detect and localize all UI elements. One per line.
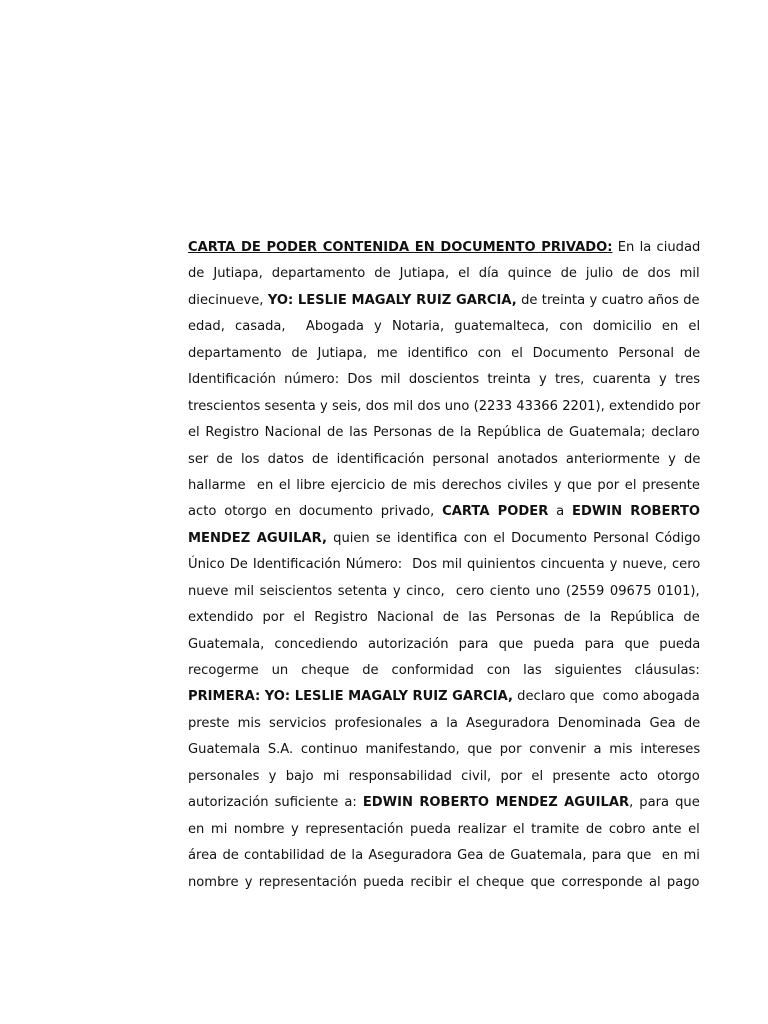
- document-title: CARTA DE PODER CONTENIDA EN DOCUMENTO PRIVADO:: [188, 240, 613, 255]
- document-line: [188, 711, 700, 737]
- body-text: edad, casada, Abogada y Notaria, guatemalteca, con domicilio en el: [188, 319, 701, 335]
- document-line: [188, 632, 700, 658]
- document-line: [188, 394, 700, 420]
- body-text: en mi nombre y representación pueda realizar el tramite de cobro ante el: [188, 821, 700, 837]
- document-line: [188, 684, 700, 710]
- document-line: [188, 605, 700, 631]
- document-line: [188, 817, 700, 843]
- document-line: [188, 843, 700, 869]
- document-line: [188, 499, 700, 525]
- document-line: [188, 579, 700, 605]
- document-line: [188, 526, 700, 552]
- body-text: Guatemala, concediendo autorización para que pueda para que pueda: [188, 636, 701, 652]
- body-text: el Registro Nacional de las Personas de la República de Guatemala; declaro: [188, 425, 700, 441]
- document-line: [188, 552, 700, 578]
- document-line: [188, 314, 700, 340]
- bold-text: EDWIN ROBERTO: [572, 504, 701, 520]
- body-text: de Jutiapa, departamento de Jutiapa, el día quince de julio de dos mil: [188, 266, 700, 282]
- bold-text: MENDEZ AGUILAR,: [188, 530, 327, 546]
- bold-text: PRIMERA: YO: LESLIE MAGALY RUIZ GARCIA,: [188, 689, 513, 705]
- bold-text: YO: LESLIE MAGALY RUIZ GARCIA,: [267, 292, 517, 308]
- body-text: Guatemala S.A. continuo manifestando, que por convenir a mis intereses: [188, 742, 701, 758]
- body-text: hallarme en el libre ejercicio de mis derechos civiles y que por el presente: [188, 477, 700, 493]
- body-text: área de contabilidad de la Aseguradora Gea de Guatemala, para que en mi: [188, 848, 700, 864]
- body-text: En la ciudad: [612, 240, 701, 255]
- document-body: [188, 235, 700, 896]
- body-text: acto otorgo en documento privado,: [188, 504, 443, 520]
- body-text: quien se identifica con el Documento Personal Código: [326, 530, 701, 546]
- body-text: preste mis servicios profesionales a la Aseguradora Denominada Gea de: [188, 715, 701, 731]
- body-text: personales y bajo mi responsabilidad civil, por el presente acto otorgo: [188, 768, 700, 784]
- document-line: [188, 790, 700, 816]
- document-line: [188, 473, 700, 499]
- document-line: [188, 420, 700, 446]
- document-line: [188, 235, 700, 261]
- body-text: nueve mil seiscientos setenta y cinco, cero ciento uno (2559 09675 0101),: [188, 583, 700, 599]
- body-text: , para que: [629, 795, 700, 811]
- document-line: [188, 764, 700, 790]
- bold-text: EDWIN ROBERTO MENDEZ AGUILAR: [362, 795, 630, 811]
- document-line: [188, 288, 700, 314]
- body-text: nombre y representación pueda recibir el cheque que corresponde al pago: [188, 874, 700, 890]
- bold-text: CARTA PODER: [442, 504, 549, 520]
- document-line: [188, 261, 700, 287]
- document-line: [188, 341, 700, 367]
- body-text: declaro que como abogada: [512, 689, 700, 705]
- body-text: autorización suficiente a:: [188, 795, 363, 811]
- body-text: Identificación número: Dos mil doscientos treinta y tres, cuarenta y tres: [188, 372, 701, 388]
- body-text: trescientos sesenta y seis, dos mil dos uno (2233 43366 2201), extendido por: [188, 398, 701, 414]
- document-line: [188, 367, 700, 393]
- document-line: [188, 737, 700, 763]
- body-text: ser de los datos de identificación personal anotados anteriormente y de: [188, 451, 701, 467]
- body-text: Único De Identificación Número: Dos mil quinientos cincuenta y nueve, cero: [188, 557, 701, 573]
- document-line: [188, 870, 700, 896]
- document-line: [188, 658, 700, 684]
- body-text: diecinueve,: [188, 292, 268, 308]
- body-text: a: [548, 504, 572, 520]
- body-text: extendido por el Registro Nacional de las Personas de la República de: [188, 610, 700, 626]
- body-text: departamento de Jutiapa, me identifico con el Documento Personal de: [188, 345, 701, 361]
- body-text: recogerme un cheque de conformidad con las siguientes cláusulas:: [188, 663, 700, 678]
- body-text: de treinta y cuatro años de: [516, 292, 700, 308]
- document-line: [188, 447, 700, 473]
